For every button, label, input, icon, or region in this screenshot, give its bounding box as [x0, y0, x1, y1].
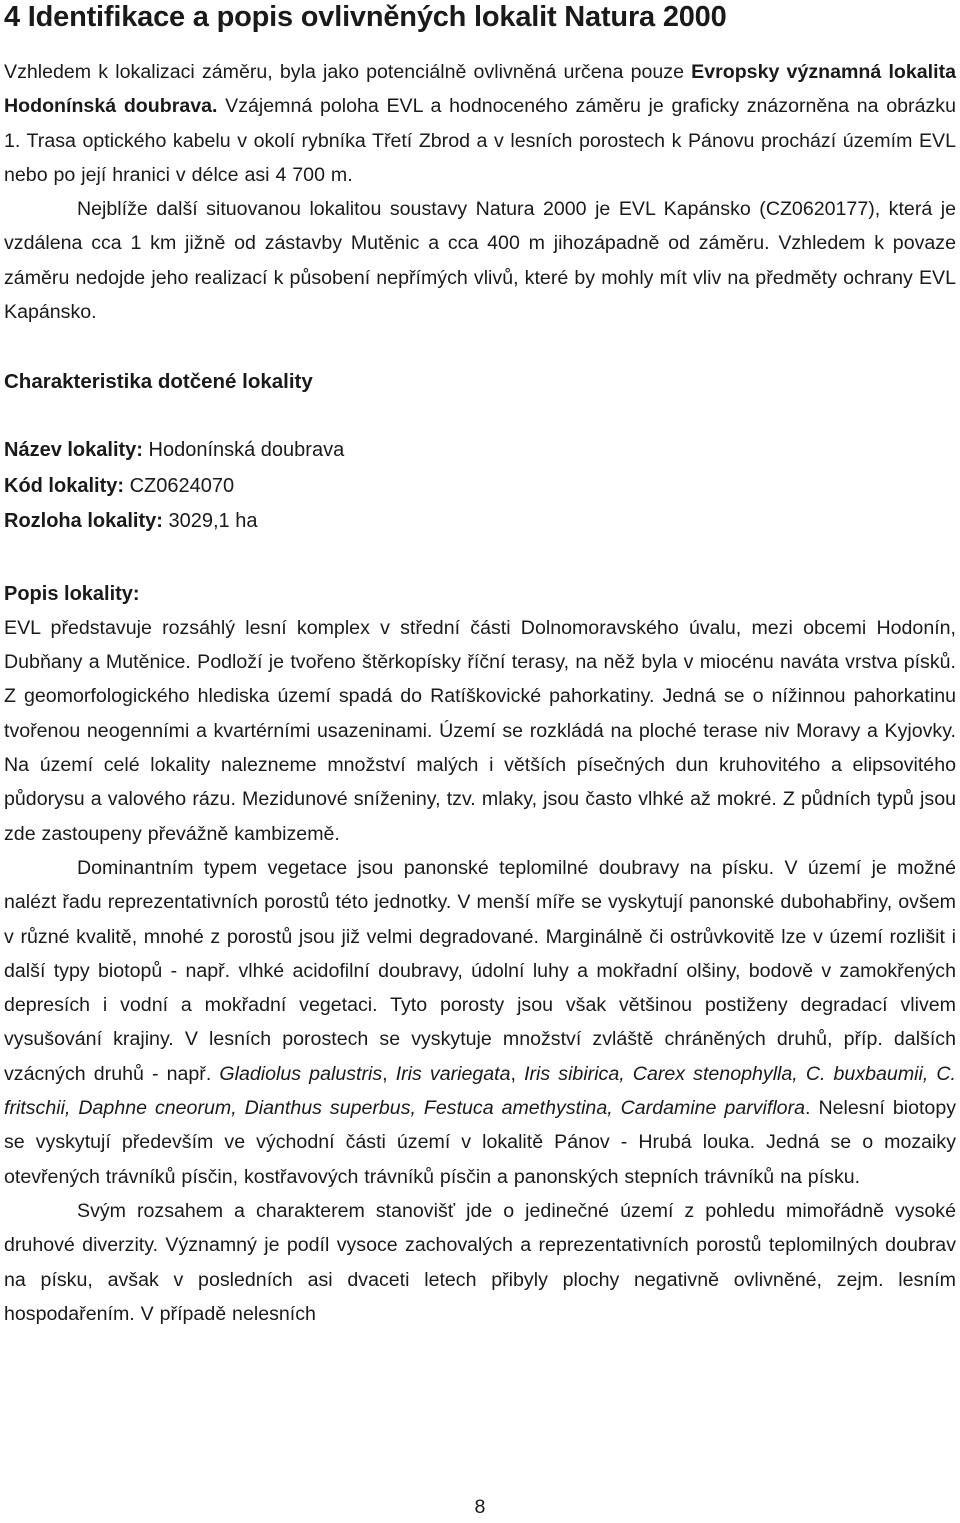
- intro-text-a: Vzhledem k lokalizaci záměru, byla jako potenciálně ovlivněná určena pouze: [4, 61, 692, 83]
- paragraph-diversity: Svým rozsahem a charakterem stanovišť jde o jedinečné území z pohledu mimořádně vysoké druhové diverzity. Významný je podíl vysoce zachovalých a reprezentativních porostů teplomilných doubrav na písku, avšak v posledních asi dvaceti letech přibyly plochy negativně ovlivněné, zejm. lesním hospodařením. V případě nelesních: [4, 1199, 956, 1325]
- locality-area-line: [4, 504, 956, 540]
- locality-name-label: Název lokality:: [4, 439, 143, 462]
- paragraph-kapansko: Nejblíže další situovanou lokalitou soustavy Natura 2000 je EVL Kapánsko (CZ0620177), která je vzdálena cca 1 km jižně od zástavby Mutěnic a cca 400 m jihozápadně od záměru. Vzhledem k povaze záměru nedojde jeho realizací k působení nepřímých vlivů, které by mohly mít vliv na předměty ochrany EVL Kapánsko.: [4, 198, 956, 324]
- locality-code-line: [4, 469, 956, 505]
- species-sep-1: ,: [382, 1062, 396, 1085]
- species-sep-3: .: [805, 1097, 819, 1120]
- locality-info: [4, 433, 956, 540]
- locality-code-value: CZ0624070: [124, 474, 235, 497]
- description-label: Popis lokality:: [4, 582, 140, 605]
- species-2: Iris variegata: [395, 1062, 511, 1085]
- locality-name-line: [4, 433, 956, 469]
- page-number: 8: [474, 1496, 486, 1518]
- paragraph-description: EVL představuje rozsáhlý lesní komplex v střední části Dolnomoravského úvalu, mezi obcemi Hodonín, Dubňany a Mutěnice. Podloží je tvořeno štěrkopísky říční terasy, na něž byla v miocénu navátа vrstva písků. Z geomorfologického hlediska území spadá do Ratíškovické pahorkatiny. Jedná se o nížinnou pahorkatinu tvořenou neogenními a kvartérními usazeninami. Území se rozkládá na ploché terase niv Moravy a Kyjovky. Na území celé lokality nalezneme množství malých i větších písečných dun kruhovitého a elipsovitého půdorysu a valového rázu. Mezidunové sníženiny, tzv. mlaky, jsou často vlhké až mokré. Z půdních typů jsou zde zastoupeny převážně kambizemě.: [4, 616, 956, 845]
- intro-text-bold: Evropsky významná lokalita Hodonínská doubrava.: [4, 61, 956, 118]
- locality-code-label: Kód lokality:: [4, 474, 125, 497]
- intro-text-b: Vzájemná poloha EVL a hodnoceného záměru je graficky znázorněna na obrázku 1. Trasa optického kabelu v okolí rybníka Třetí Zbrod a v lesních porostech k Pánovu prochází územím EVL nebo po její hranici v délce asi 4 700 m.: [4, 95, 956, 186]
- paragraph-intro: [4, 55, 956, 192]
- section-title: Charakteristika dotčené lokality: [4, 370, 313, 394]
- species-sep-2: ,: [510, 1062, 525, 1085]
- locality-area-value: 3029,1 ha: [162, 510, 258, 533]
- species-1: Gladiolus palustris: [219, 1062, 383, 1085]
- paragraph-vegetation: [4, 851, 956, 1194]
- vegetation-text-a: Dominantním typem vegetace jsou panonské teplomilné doubravy na písku. V území je možné nalézt řadu reprezentativních porostů této jednotky. V menší míře se vyskytují panonské dubohabřiny, ovšem v různé kvalitě, mnohé z porostů jsou již velmi degradované. Marginálně či ostrůvkovitě lze v území rozlišit i další typy biotopů - např. vlhké acidofilní doubravy, údolní luhy a mokřadní olšiny, bodově v zamokřených depresích i vodní a mokřadní vegetaci. Tyto porosty jsou však většinou postiženy degradací vlivem vysušování krajiny. V lesních porostech se vyskytuje množství zvláště chráněných druhů, příp. dalších vzácných druhů - např.: [4, 856, 956, 1085]
- chapter-heading: 4 Identifikace a popis ovlivněných lokalit Natura 2000: [4, 1, 727, 33]
- locality-name-value: Hodonínská doubrava: [142, 439, 345, 462]
- vegetation-text-b: Nelesní biotopy se vyskytují především ve východní části území v lokalitě Pánov - Hrubá louka. Jedná se o mozaiky otevřených trávníků písčin, kostřavových trávníků písčin a panonských stepních trávníků na písku.: [4, 1097, 957, 1188]
- species-3: Iris sibirica, Carex stenophylla, C. buxbaumii, C. fritschii, Daphne cneorum, Dianthus superbus, Festuca amethystina, Cardamine parviflora: [4, 1062, 956, 1120]
- locality-area-label: Rozloha lokality:: [4, 510, 163, 533]
